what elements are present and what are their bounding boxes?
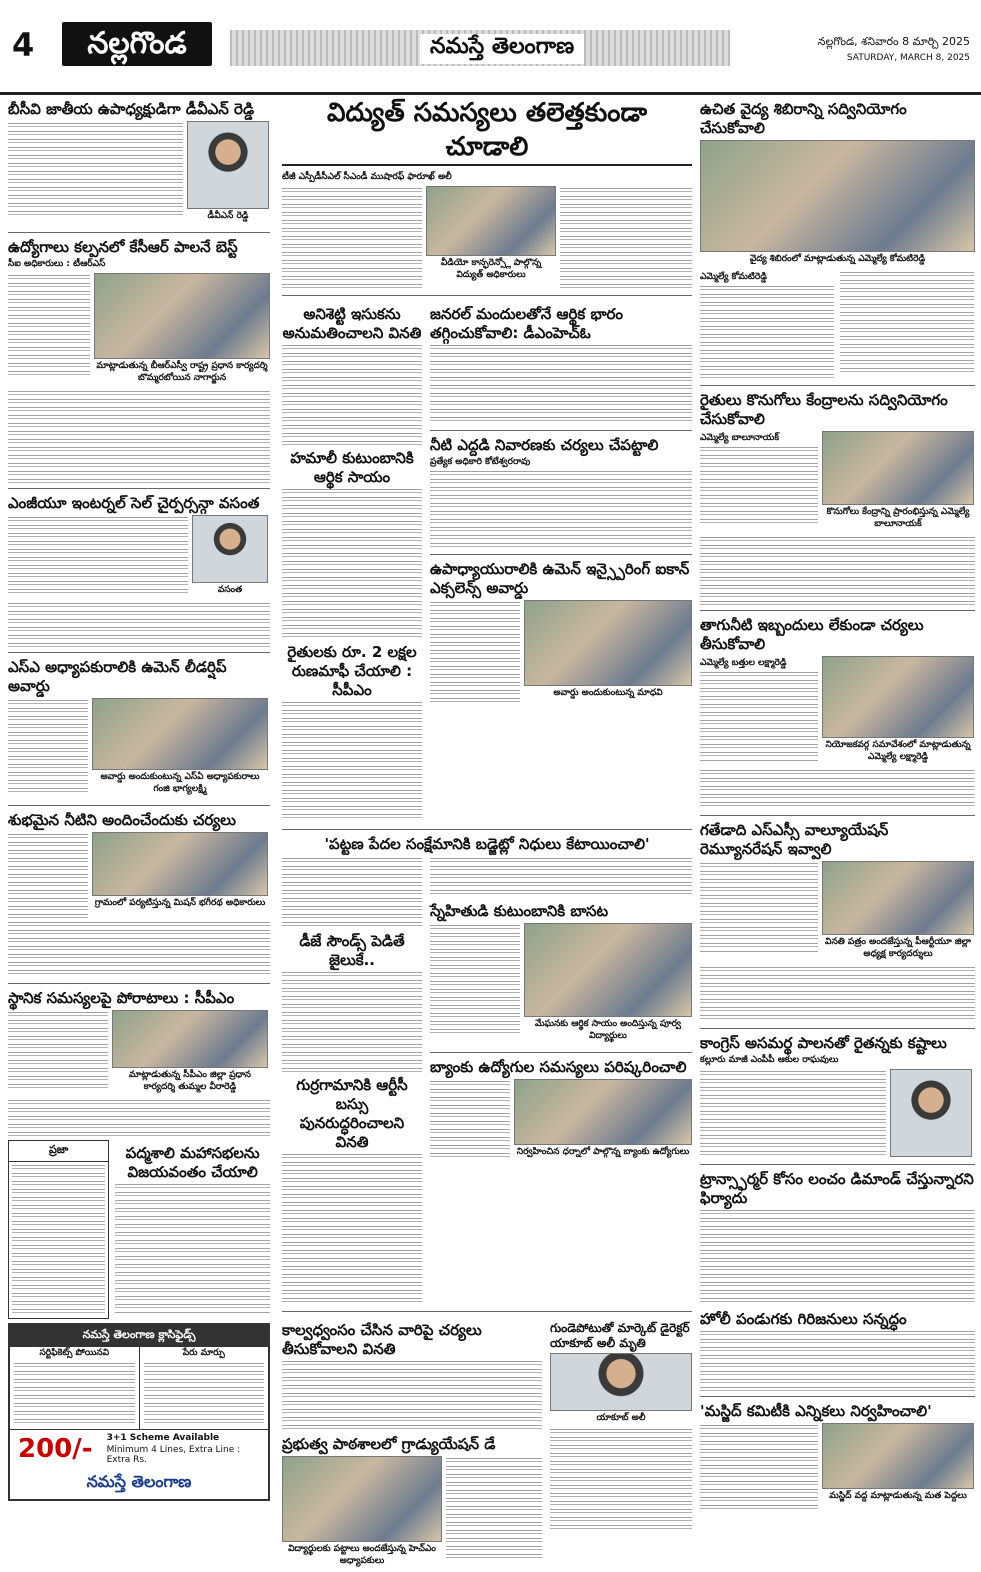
article-byline: సీఐ అధికారులు : టీఆర్ఎస్ — [8, 259, 106, 269]
article-photo — [92, 698, 268, 770]
date-telugu: నల్లగొండ, శనివారం 8 మార్చి 2025 — [817, 35, 970, 48]
article-body — [8, 922, 270, 978]
article-headline: గుర్రగామానికి ఆర్టీసీ బస్సు పునరుద్ధరించాలని వినతి — [296, 1076, 408, 1151]
article-photo — [92, 832, 268, 896]
article-photo — [187, 121, 269, 209]
center-column — [282, 96, 692, 1572]
edition-title: నల్లగొండ — [62, 22, 212, 66]
divider — [700, 1164, 975, 1165]
article-body — [700, 1331, 975, 1391]
article-headline: హోలీ పండుగకు గిరిజనులు సన్నద్ధం — [700, 1310, 907, 1328]
classified-section-title: పేరు మార్పు — [182, 1348, 225, 1358]
article-photo — [524, 600, 692, 686]
article-body — [446, 1458, 542, 1558]
article-body — [560, 188, 692, 288]
article-headline: అనిశెట్టి ఇసుకను అనుమతించాలని వినతి — [282, 305, 422, 342]
dateline — [760, 34, 970, 66]
article-byline: ఎమ్మెల్యే కోమటిరెడ్డి — [700, 272, 767, 282]
article-body — [282, 1154, 422, 1304]
article-headline: జనరల్ మందులతోనే ఆర్థిక భారం తగ్గించుకోవాలి: డీఎంహెచ్ఓ — [430, 305, 624, 342]
photo-caption: గ్రామంలో పర్యటిస్తున్న మిషన్ భగీరథ అధికారులు — [94, 898, 266, 908]
masthead — [0, 0, 981, 95]
page-number: 4 — [12, 26, 35, 64]
article-photo — [822, 656, 974, 738]
classified-section-title: సర్టిఫికెట్స్ పోయినవి — [39, 1348, 110, 1358]
article-body — [700, 967, 975, 1023]
article-headline: ప్రభుత్వ పాఠశాలలో గ్రాడ్యుయేషన్ డే — [282, 1435, 496, 1453]
article-body — [700, 1425, 818, 1509]
photo-caption: మాట్లాడుతున్న సీపీఎం జిల్లా ప్రధాన కార్యదర్శి తుమ్మల వీరారెడ్డి — [128, 1070, 251, 1092]
lead-headline: విద్యుత్ సమస్యలు తలెత్తకుండా చూడాలి — [282, 96, 692, 166]
right-column — [700, 96, 975, 1511]
article-body — [430, 925, 520, 1035]
article-photo — [282, 1456, 442, 1542]
article-body — [700, 537, 975, 605]
article-body — [430, 471, 692, 549]
divider — [430, 430, 692, 431]
article-body — [700, 863, 818, 953]
divider — [700, 1396, 975, 1397]
photo-caption: వసంత — [217, 585, 243, 595]
article-headline: స్థానిక సమస్యలపై పోరాటాలు : సీపీఎం — [8, 989, 235, 1007]
article-headline: ఉద్యోగాలు కల్పనలో కేసీఆర్ పాలనే బెస్ట్ — [8, 238, 238, 256]
photo-caption: నియోజకవర్గ సమావేశంలో మాట్లాడుతున్న ఎమ్మెల్యే లక్ష్మారెడ్డి — [825, 740, 971, 762]
photo-caption: వైద్య శిబిరంలో మాట్లాడుతున్న ఎమ్మెల్యే కోమటిరెడ్డి — [749, 254, 926, 264]
article-body — [282, 702, 422, 822]
article-body — [8, 517, 188, 597]
photo-caption: అవార్డు అందుకుంటున్న మాధవి — [553, 688, 663, 698]
article-byline: ఎమ్మెల్యే బత్తుల లక్ష్మారెడ్డి — [700, 658, 787, 668]
ad-price: 200/- — [18, 1434, 93, 1464]
divider — [700, 610, 975, 611]
classified-ad — [8, 1323, 270, 1501]
article-headline: డీజే సౌండ్స్ పెడితే జైలుకే.. — [299, 932, 405, 969]
divider — [8, 488, 270, 489]
article-body — [8, 275, 90, 375]
divider — [700, 385, 975, 386]
article-headline: కాల్వధ్వంసం చేసిన వారిపై చర్యలు తీసుకోవాలని వినతి — [282, 1321, 482, 1358]
article-body — [430, 1081, 510, 1161]
article-headline: ఎస్ఎ అధ్యాపకురాలికి ఉమెన్ లీడర్షిప్ అవార్డు — [8, 658, 227, 695]
photo-caption: అవార్డు అందుకుంటున్న ఎస్ఏ అధ్యాపకురాలు గంజి భాగ్యలక్ష్మి — [100, 772, 260, 794]
ad-terms: Minimum 4 Lines, Extra Line : Extra Rs. — [106, 1445, 241, 1465]
article-photo — [822, 1423, 974, 1489]
article-headline: గతేడాది ఎస్ఎస్సీ వాల్యూయేషన్ రెమ్యూనరేషన్ ఇవ్వాలి — [700, 821, 889, 858]
article-body — [282, 345, 422, 445]
article-body — [282, 188, 422, 288]
article-photo — [822, 861, 974, 935]
article-body — [115, 1184, 270, 1314]
article-byline: ప్రత్యేక అధికారి కోటేశ్వరరావు — [430, 457, 531, 467]
article-body — [430, 602, 520, 702]
article-byline: ఎమ్మెల్యే బాలూనాయక్ — [700, 433, 780, 443]
article-body — [8, 1012, 108, 1088]
photo-caption: వినతి పత్రం అందజేస్తున్న పీఆర్టీయూ జిల్లా అధ్యక్ష కార్యదర్శులు — [825, 937, 971, 959]
article-body — [282, 972, 422, 1072]
article-photo — [890, 1069, 972, 1157]
photo-caption: మేఘనకు ఆర్థిక సాయం అందిస్తున్న పూర్వ విద్యార్థులు — [534, 1019, 682, 1041]
article-headline: బ్యాంకు ఉద్యోగుల సమస్యలు పరిష్కరించాలి — [430, 1058, 687, 1076]
article-body — [700, 770, 975, 810]
legal-notice — [8, 1140, 109, 1319]
newspaper-brand: నమస్తే తెలంగాణ — [420, 34, 584, 64]
article-photo — [550, 1353, 692, 1411]
article-headline: కాంగ్రెస్ అసమర్థ పాలనతో రైతన్నకు కష్టాలు — [700, 1034, 947, 1052]
article-photo — [524, 923, 692, 1017]
article-headline: రైతులు కొనుగోలు కేంద్రాలను సద్వినియోగం చేసుకోవాలి — [700, 391, 948, 428]
article-headline: తాగునీటి ఇబ్బందులు లేకుండా చర్యలు తీసుకోవాలి — [700, 616, 924, 653]
article-headline: రైతులకు రూ. 2 లక్షల రుణమాఫీ చేయాలి : సీపీఎం — [287, 643, 417, 699]
ad-brand: నమస్తే తెలంగాణ — [86, 1472, 192, 1491]
divider — [430, 1052, 692, 1053]
article-headline: బీసీవి జాతీయ ఉపాధ్యక్షుడిగా డీవీఎన్ రెడ్డి — [8, 100, 255, 118]
article-body — [840, 272, 974, 376]
article-body — [8, 603, 270, 647]
article-photo — [822, 431, 974, 505]
article-byline: కల్లూరు మాజీ ఎంపీపీ ఆకుల రాఘవులు — [700, 1055, 839, 1065]
divider — [430, 554, 692, 555]
photo-caption: యాకూబ్ అలీ — [596, 1413, 646, 1423]
divider — [700, 815, 975, 816]
divider — [282, 829, 692, 830]
article-photo — [700, 140, 975, 252]
lead-byline: టీజీ ఎస్పీడీసీఎల్ సీఎండీ ముషారఫ్ ఫారూఖ్ అలీ — [282, 172, 452, 182]
article-headline: 'మస్జిద్ కమిటీకి ఎన్నికలు నిర్వహించాలి' — [700, 1402, 932, 1420]
article-body — [282, 489, 422, 639]
article-photo — [514, 1079, 692, 1145]
article-body — [8, 123, 183, 218]
article-photo — [112, 1010, 268, 1068]
article-body — [430, 858, 692, 898]
article-body — [700, 286, 834, 378]
article-body — [8, 834, 88, 918]
photo-caption: నిర్వహించిన ధర్నాలో పాల్గొన్న బ్యాంకు ఉద్యోగులు — [516, 1147, 690, 1157]
article-headline: శుభమైన నీటిని అందించేందుకు చర్యలు — [8, 811, 236, 829]
article-headline: 'పట్టణ పేదల సంక్షేమానికి బడ్జెట్లో నిధులు కేటాయించాలి' — [324, 835, 650, 853]
article-body — [550, 1429, 692, 1529]
divider — [8, 983, 270, 984]
article-body — [8, 700, 88, 792]
article-headline: ఎంజీయూ ఇంటర్నల్ సెల్ చైర్పర్సన్గా వసంత — [8, 494, 260, 512]
article-headline: ట్రాన్స్ఫార్మర్ కోసం లంచం డిమాండ్ చేస్తున్నారని ఫిర్యాదు — [700, 1170, 974, 1207]
classified-text — [14, 1363, 135, 1427]
article-headline: ఉపాధ్యాయురాలికి ఉమెన్ ఇన్స్పైరింగ్ ఐకాన్ ఎక్సలెన్స్ అవార్డు — [430, 560, 690, 597]
article-body — [8, 1100, 270, 1136]
article-headline: నీటి ఎద్దడి నివారణకు చర్యలు చేపట్టాలి — [430, 436, 659, 454]
article-photo — [94, 273, 270, 359]
divider — [8, 652, 270, 653]
photo-caption: కొనుగోలు కేంద్రాన్ని ప్రారంభిస్తున్న ఎమ్మెల్యే బాలూనాయక్ — [826, 507, 970, 529]
article-headline: ఉచిత వైద్య శిబిరాన్ని సద్వినియోగం చేసుకోవాలి — [700, 100, 907, 137]
photo-caption: విద్యార్థులకు పట్టాలు అందజేస్తున్న హెచ్ఎం అధ్యాపకులు — [288, 1544, 436, 1566]
article-body — [700, 1071, 886, 1157]
article-photo — [192, 515, 268, 583]
legal-notice-body — [12, 1165, 105, 1315]
article-body — [282, 858, 422, 928]
legal-notice-title: ప్రజా — [9, 1141, 108, 1162]
date-english: SATURDAY, MARCH 8, 2025 — [846, 53, 970, 63]
photo-caption: మాట్లాడుతున్న బీఆర్ఎస్వీ రాష్ట్ర ప్రధాన కార్యదర్శి బొమ్మరబోయిన నాగార్జున — [96, 361, 268, 383]
photo-caption: మస్జిద్ వద్ద మాట్లాడుతున్న మత పెద్దలు — [829, 1491, 967, 1501]
classified-text — [144, 1363, 265, 1427]
article-photo — [426, 186, 556, 256]
divider — [282, 295, 692, 296]
photo-caption: వీడియో కాన్ఫరెన్స్లో పాల్గొన్న విద్యుత్ అధికారులు — [440, 258, 542, 280]
article-body — [8, 391, 270, 483]
article-headline: హమాలీ కుటుంబానికి ఆర్థిక సాయం — [290, 449, 414, 486]
divider — [8, 232, 270, 233]
left-column — [8, 96, 270, 1501]
article-headline: స్నేహితుడి కుటుంబానికి బాసట — [430, 902, 609, 920]
divider — [282, 1311, 692, 1312]
article-headline: గుండెపోటుతో మార్కెట్ డైరెక్టర్ యాకూబ్ అలీ మృతి — [550, 1321, 690, 1350]
article-body — [700, 672, 818, 762]
classified-ad-header: నమస్తే తెలంగాణ క్లాసిఫైడ్స్ — [10, 1325, 268, 1347]
article-body — [700, 447, 818, 527]
photo-caption: డీవీఎన్ రెడ్డి — [207, 211, 249, 221]
article-body — [282, 1361, 542, 1431]
divider — [8, 805, 270, 806]
article-body — [700, 1210, 975, 1306]
article-headline: పద్మశాలి మహాసభలను విజయవంతం చేయాలి — [125, 1144, 260, 1181]
article-body — [430, 345, 692, 425]
divider — [700, 1028, 975, 1029]
ad-scheme: 3+1 Scheme Available — [106, 1433, 220, 1443]
